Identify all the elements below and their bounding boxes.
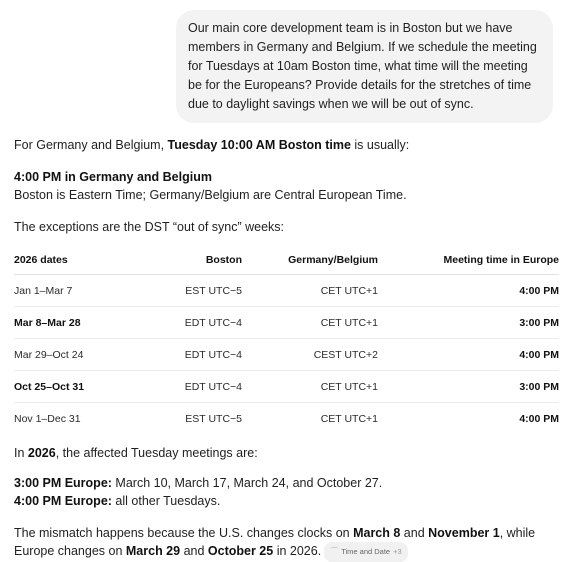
assistant-response xyxy=(14,136,559,562)
header-meeting-time: Meeting time in Europe xyxy=(378,246,559,275)
mismatch-text: in 2026. xyxy=(273,544,322,558)
table-row xyxy=(14,307,559,339)
dst-table xyxy=(14,246,559,434)
mismatch-text: , while Europe changes on xyxy=(14,526,536,558)
header-dates: 2026 dates xyxy=(14,246,132,275)
table-row xyxy=(14,403,559,435)
row-dates: Mar 8–Mar 28 xyxy=(14,307,132,339)
row-boston: EST UTC−5 xyxy=(185,412,242,425)
summary-3pm-text: March 10, March 17, March 24, and October 27. xyxy=(111,476,383,490)
row-meeting-time: 3:00 PM xyxy=(378,371,559,403)
intro-suffix-text: is usually: xyxy=(350,138,410,152)
table-row xyxy=(14,339,559,371)
eu-date-1: March 29 xyxy=(125,544,181,558)
header-europe: Germany/Belgium xyxy=(242,246,378,275)
row-dates: Nov 1–Dec 31 xyxy=(14,412,81,425)
year-prefix: In xyxy=(14,446,28,460)
row-meeting-time: 4:00 PM xyxy=(378,339,559,371)
user-message-text: Our main core development team is in Boston but we have members in Germany and Belgium. If we schedule the meeting for Tuesdays at 10am Boston time, what time will the meeting be for the Europeans? Provide details for the stretches of time due to daylight savings when we will be out of sync. xyxy=(188,21,537,111)
year-summary-intro xyxy=(14,444,559,462)
row-dates: Oct 25–Oct 31 xyxy=(14,371,132,403)
row-boston: EDT UTC−4 xyxy=(132,339,242,371)
intro-text: For Germany and Belgium, xyxy=(14,138,168,152)
headline-block xyxy=(14,168,559,204)
header-boston: Boston xyxy=(132,246,242,275)
citation-label: Time and Date xyxy=(341,547,391,556)
table-row xyxy=(14,275,559,307)
intro-bold-text: Tuesday 10:00 AM Boston time xyxy=(167,138,351,152)
row-meeting-time: 4:00 PM xyxy=(519,412,559,425)
citation-chip[interactable] xyxy=(324,542,407,562)
mismatch-text: and xyxy=(400,526,429,540)
year-bold: 2026 xyxy=(27,446,56,460)
source-icon: ⌒ xyxy=(330,547,339,556)
row-europe: CEST UTC+2 xyxy=(242,339,378,371)
row-europe: CET UTC+1 xyxy=(242,371,378,403)
row-boston: EDT UTC−4 xyxy=(132,371,242,403)
eu-date-2: October 25 xyxy=(207,544,274,558)
row-europe: CET UTC+1 xyxy=(242,275,378,307)
table-header-row xyxy=(14,246,559,275)
mismatch-text: and xyxy=(180,544,208,558)
row-meeting-time: 3:00 PM xyxy=(378,307,559,339)
headline-time: 4:00 PM in Germany and Belgium xyxy=(14,170,212,184)
summary-3pm xyxy=(14,474,559,492)
mismatch-text: The mismatch happens because the U.S. changes clocks on xyxy=(14,526,354,540)
row-dates: Mar 29–Oct 24 xyxy=(14,339,132,371)
mismatch-paragraph xyxy=(14,524,559,562)
row-europe: CET UTC+1 xyxy=(320,412,378,425)
row-dates: Jan 1–Mar 7 xyxy=(14,275,132,307)
user-message-bubble xyxy=(176,10,553,123)
row-meeting-time: 4:00 PM xyxy=(378,275,559,307)
summary-4pm xyxy=(14,492,559,510)
table-row xyxy=(14,371,559,403)
intro-paragraph xyxy=(14,136,559,154)
exceptions-intro: The exceptions are the DST “out of sync” weeks: xyxy=(14,220,285,234)
summary-4pm-label: 4:00 PM Europe: xyxy=(14,494,112,508)
row-boston: EST UTC−5 xyxy=(132,275,242,307)
citation-count: +3 xyxy=(393,547,402,556)
row-boston: EDT UTC−4 xyxy=(132,307,242,339)
us-date-2: November 1 xyxy=(428,526,500,540)
timezone-note: Boston is Eastern Time; Germany/Belgium are Central European Time. xyxy=(14,188,407,202)
summary-4pm-text: all other Tuesdays. xyxy=(111,494,221,508)
summary-3pm-label: 3:00 PM Europe: xyxy=(14,476,112,490)
us-date-1: March 8 xyxy=(353,526,401,540)
row-europe: CET UTC+1 xyxy=(242,307,378,339)
year-suffix: , the affected Tuesday meetings are: xyxy=(55,446,258,460)
